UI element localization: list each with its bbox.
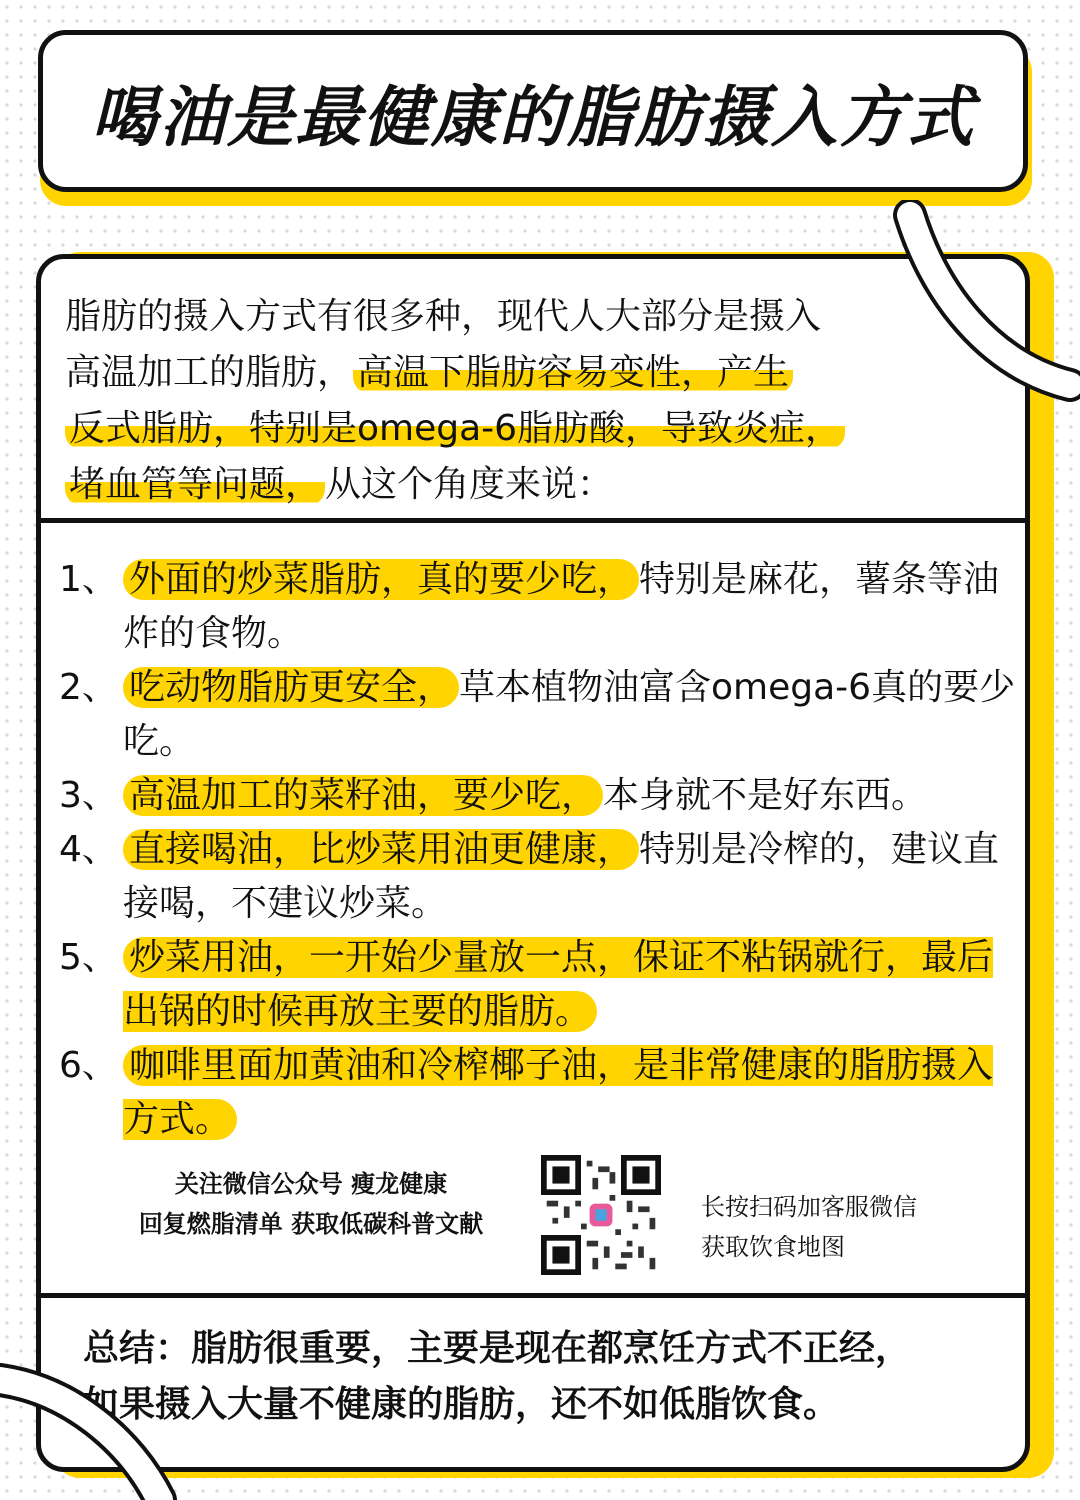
contact-line-1: 长按扫码加客服微信 [701,1193,917,1221]
follow-line-1: 关注微信公众号 瘦龙健康 [174,1170,448,1198]
divider-bottom [41,1293,1025,1298]
curve-decoration-bottom [0,1360,180,1500]
intro-line-3: 反式脂肪，特别是omega-6脂肪酸，导致炎症， [65,401,1005,457]
intro-line-2: 高温加工的脂肪， 高温下脂肪容易变性，产生 [65,345,1005,401]
intro-line-4: 堵血管等问题， 从这个角度来说： [65,457,1005,513]
main-card [36,254,1030,1472]
summary-line-2: 如果摄入大量不健康的脂肪，还不如低脂饮食。 [83,1384,840,1425]
follow-info [101,1164,521,1244]
list-item: 6、 咖啡里面加黄油和冷榨椰子油，是非常健康的脂肪摄入方式。 [59,1045,994,1140]
follow-line-2: 回复燃脂清单 获取低碳科普文献 [138,1210,484,1238]
title-card [38,30,1028,192]
summary-line-1: 总结：脂肪很重要，主要是现在都烹饪方式不正经， [83,1328,912,1369]
list-item: 4、 直接喝油，比炒菜用油更健康， 特别是冷榨的，建议直接喝，不建议炒菜。 [59,829,1000,924]
page-title: 喝油是最健康的脂肪摄入方式 [91,78,975,156]
intro-line-1: 脂肪的摄入方式有很多种，现代人大部分是摄入 [65,296,822,337]
summary [83,1321,1003,1433]
contact-info [701,1187,917,1267]
contact-line-2: 获取饮食地图 [701,1233,845,1261]
list-item: 3、 高温加工的菜籽油，要少吃， 本身就不是好东西。 [59,775,928,816]
intro-paragraph [65,289,1005,513]
intro-highlight: 高温下脂肪容易变性，产生 [353,352,793,393]
list-item: 2、 吃动物脂肪更安全， 草本植物油富含omega-6真的要少吃。 [59,667,1016,762]
list-item: 1、 外面的炒菜脂肪，真的要少吃， 特别是麻花，薯条等油炸的食物。 [59,559,1000,654]
list-item: 5、 炒菜用油，一开始少量放一点，保证不粘锅就行，最后出锅的时候再放主要的脂肪。 [59,937,994,1032]
tips-list [59,553,1019,1147]
qr-code[interactable] [541,1155,661,1275]
divider-top [41,518,1025,523]
curve-decoration-top [880,200,1080,410]
